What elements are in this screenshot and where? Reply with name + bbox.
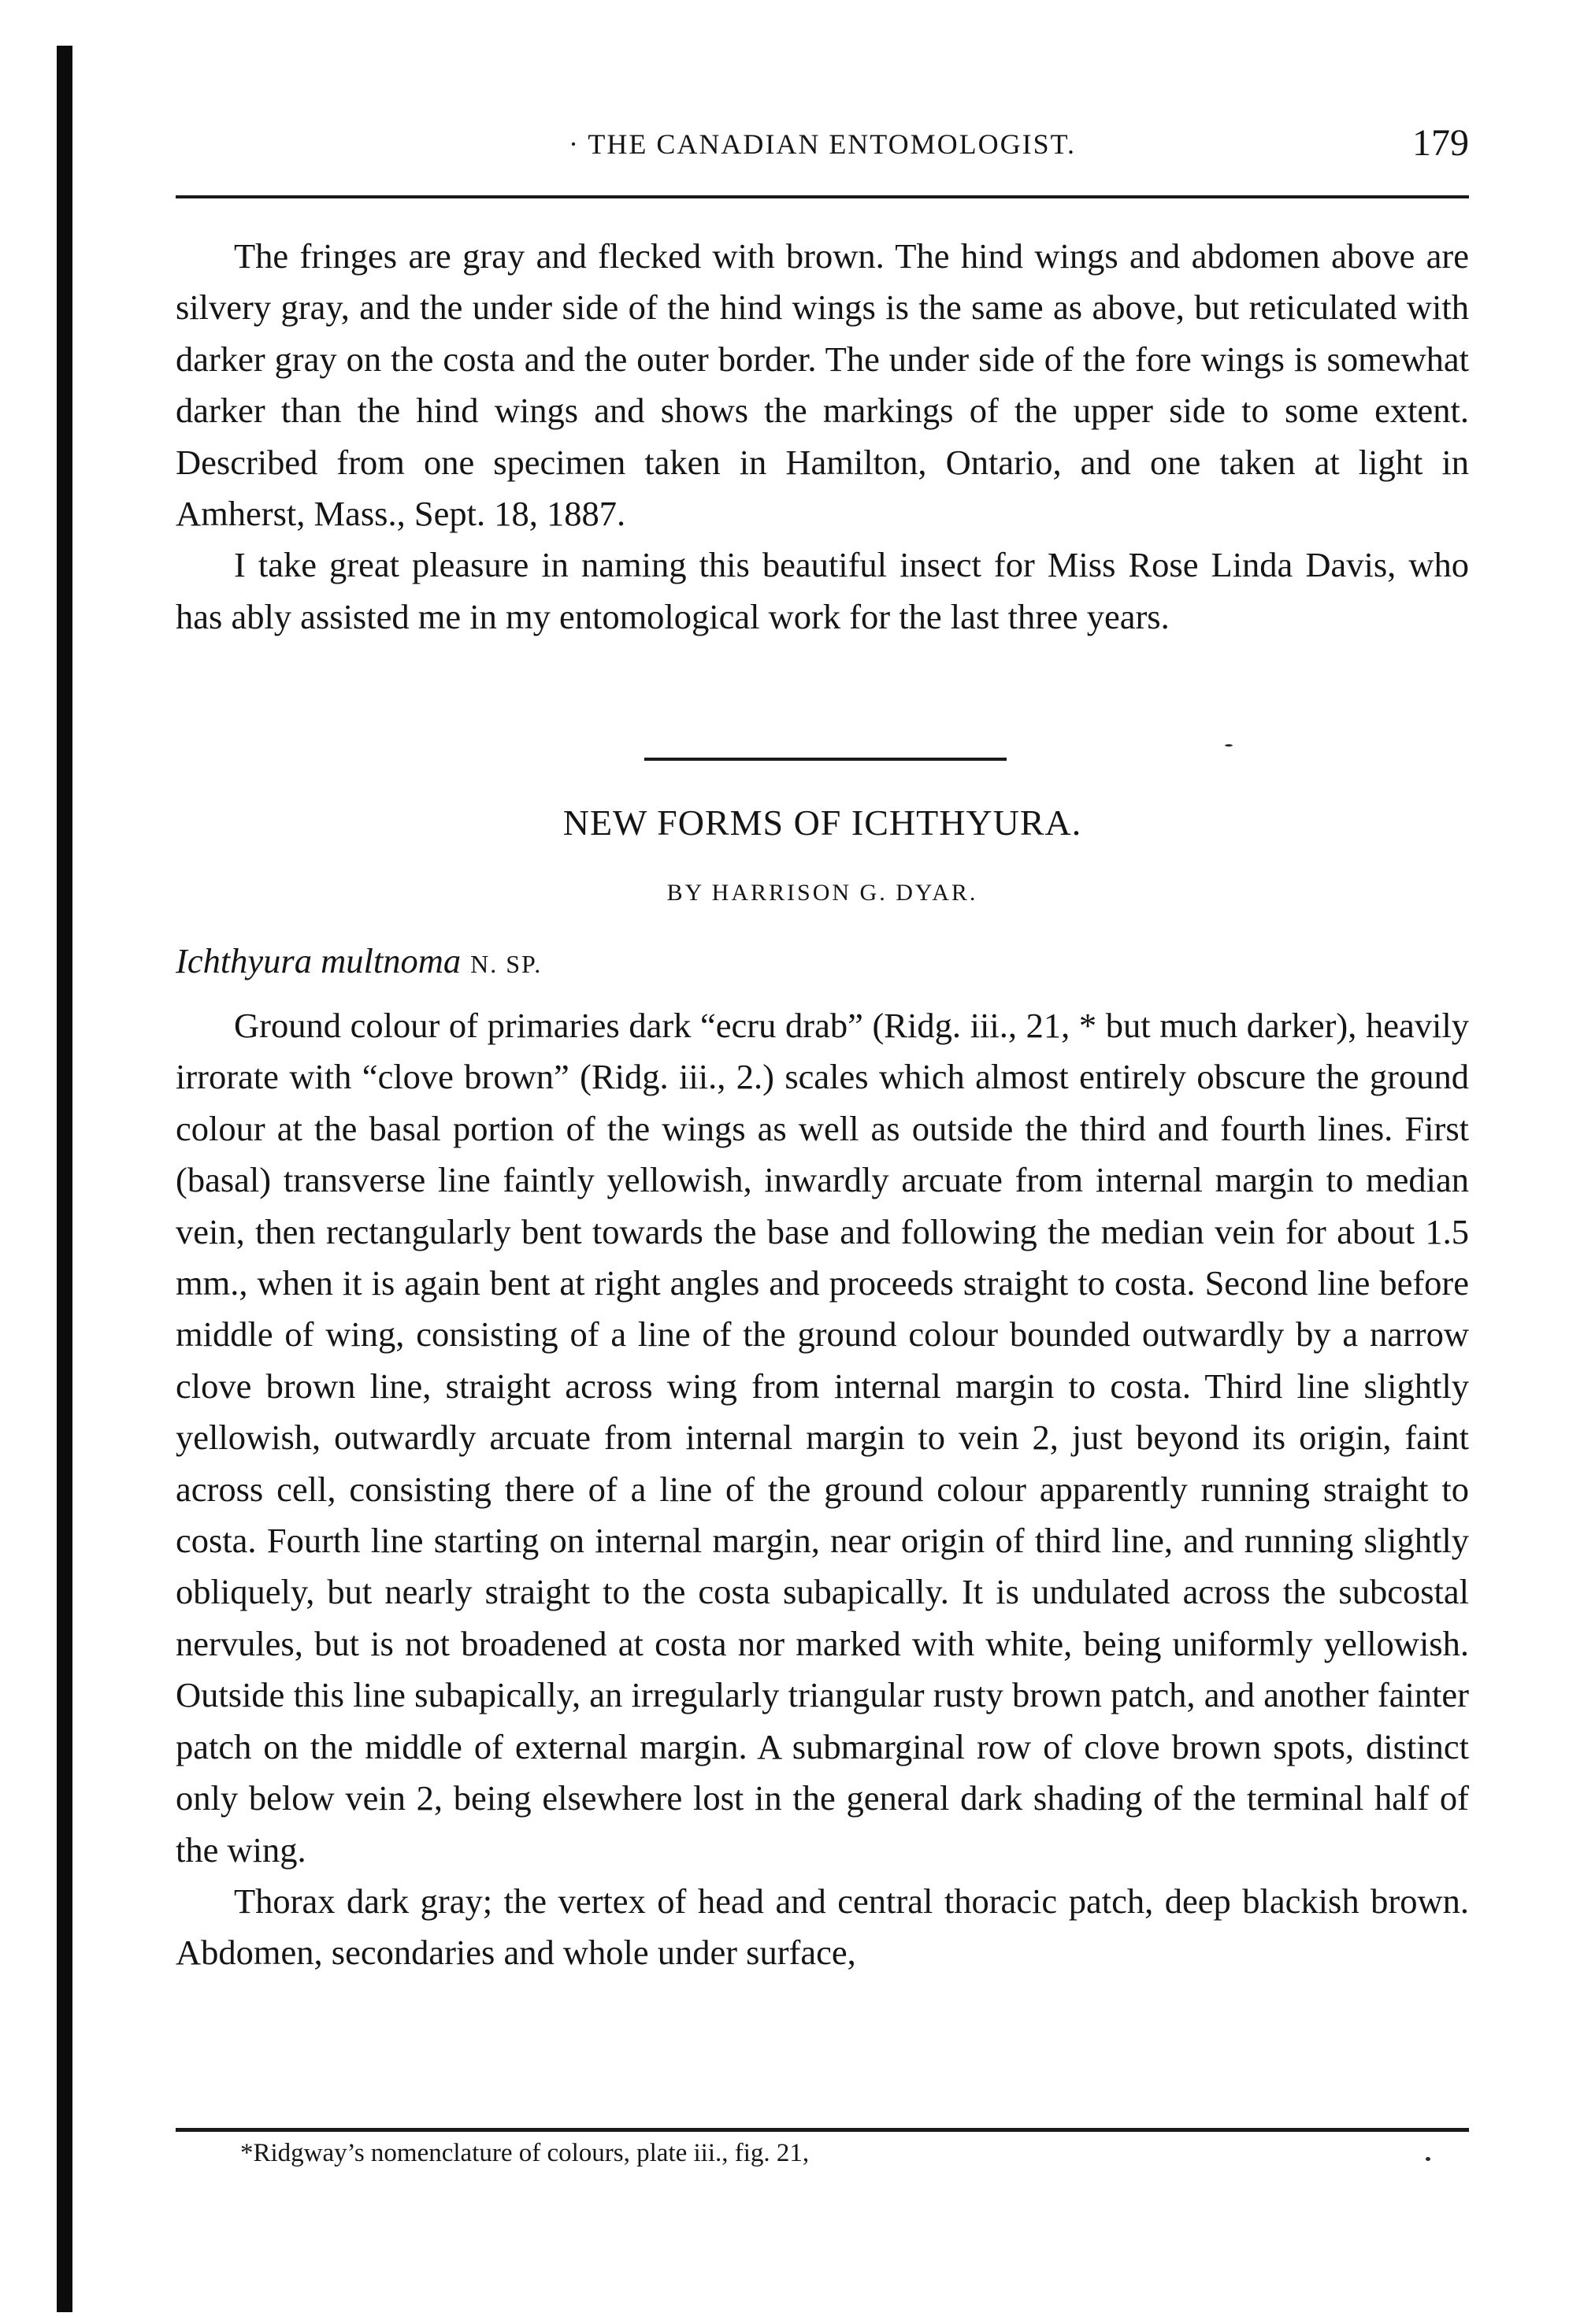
header-rule [176, 195, 1469, 198]
binding-edge [57, 46, 72, 2312]
paragraph: The fringes are gray and flecked with brown. The hind wings and abdomen above are silvery gray, and the under side of the hind wings is the same as above, but reticulated with darker gray on the costa and the outer border. The under side of the fore wings is somewhat darker than the hind wings and shows the markings of the upper side to some extent. Described from one specimen taken in Hamilton, Ontario, and one taken at light in Amherst, Mass., Sept. 18, 1887. [176, 236, 1469, 534]
paragraph: Ground colour of primaries dark “ecru drab” (Ridg. iii., 21, * but much darker), heavily irrorate with “clove brown” (Ridg. iii., 2.) scales which almost entirely obscure the ground colour at the basal portion of the wings as well as outside the third and fourth lines. First (basal) transverse line faintly yellowish, inwardly arcuate from internal margin to median vein, then rectangularly bent towards the base and following the median vein for about 1.5 mm., when it is again bent at right angles and proceeds straight to costa. Second line before middle of wing, consisting of a line of the ground colour bounded outwardly by a narrow clove brown line, straight across wing from internal margin to costa. Third line slightly yellowish, outwardly arcuate from internal margin to vein 2, just beyond its origin, faint across cell, consisting there of a line of the ground colour apparently running straight to costa. Fourth line starting on internal margin, near origin of third line, and running slightly obliquely, but nearly straight to the costa subapically. It is undulated across the subcostal nervules, but is not broadened at costa nor marked with white, being uniformly yellowish. Outside this line subapically, an irregularly triangular rusty brown patch, and another fainter patch on the middle of external margin. A submarginal row of clove brown spots, distinct only below vein 2, being elsewhere lost in the general dark shading of the terminal half of the wing. [176, 1006, 1469, 1870]
species-heading [176, 940, 542, 981]
section-divider [644, 758, 1007, 761]
footnote-rule [176, 2128, 1469, 2132]
article-title: NEW FORMS OF ICHTHYURA. [562, 802, 1082, 843]
paragraph: I take great pleasure in naming this beautiful insect for Miss Rose Linda Davis, who has ably assisted me in my entomological work for the last three years. [176, 545, 1469, 636]
page-header [176, 118, 1469, 173]
page-number: 179 [1412, 122, 1469, 164]
previous-article-text [176, 231, 1469, 643]
species-tag: N. SP. [470, 950, 543, 978]
running-title: · THE CANADIAN ENTOMOLOGIST. [569, 128, 1076, 160]
article-text [176, 1000, 1469, 1979]
paragraph: Thorax dark gray; the vertex of head and central thoracic patch, deep blackish brown. Abdomen, secondaries and whole under surface, [176, 1881, 1469, 1973]
species-name: Ichthyura multnoma [176, 941, 462, 980]
print-speck [1426, 2157, 1430, 2161]
print-speck [1225, 744, 1233, 747]
footnote: *Ridgway’s nomenclature of colours, plate iii., fig. 21, [240, 2139, 810, 2167]
article-byline: BY HARRISON G. DYAR. [666, 880, 978, 906]
